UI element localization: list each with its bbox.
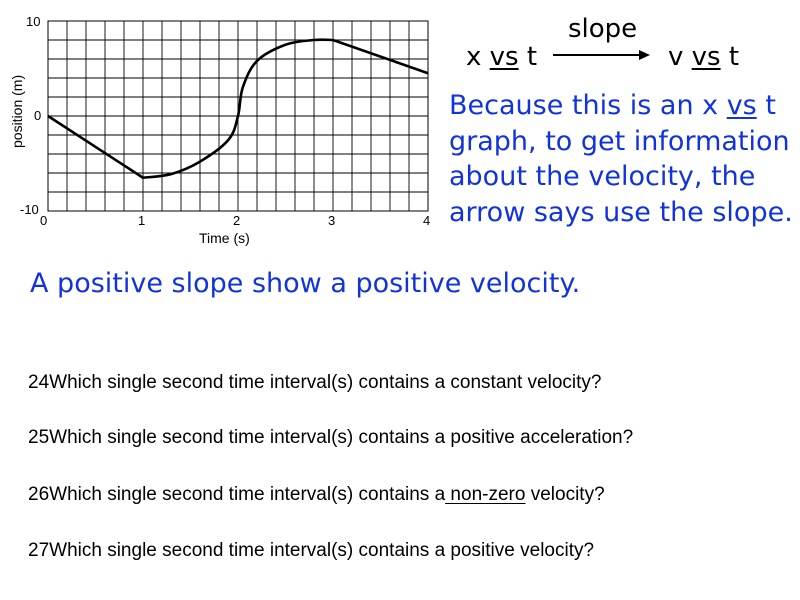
- x-tick-label: 1: [138, 213, 146, 228]
- x-tick-label: 3: [328, 213, 336, 228]
- question-underlined-term: non-zero: [445, 484, 526, 505]
- question-24: [28, 372, 601, 394]
- v-vs-t-vs: vs: [691, 42, 721, 72]
- x-vs-t-vs: vs: [489, 42, 519, 72]
- v-vs-t-end: t: [720, 42, 740, 72]
- slope-arrow-label: slope: [568, 14, 638, 44]
- question-text: Which single second time interval(s) contains a: [49, 484, 446, 505]
- question-number: 25: [28, 427, 50, 448]
- explanation-part-2: t graph, to get information about the velocity, the arrow says use the slope.: [449, 90, 793, 228]
- question-text: Which single second time interval(s) contains a positive acceleration?: [49, 427, 634, 448]
- explanation-part-1: Because this is an x: [449, 90, 727, 121]
- x-axis-title: Time (s): [199, 230, 250, 246]
- question-text-end: velocity?: [525, 484, 605, 505]
- x-tick-label: 2: [233, 213, 241, 228]
- position-time-chart: [0, 0, 440, 260]
- x-tick-label: 0: [40, 213, 48, 228]
- explanation-vs: vs: [726, 90, 757, 121]
- slope-explanation: [449, 88, 799, 230]
- y-axis-title: position (m): [9, 74, 25, 148]
- question-number: 24: [28, 372, 50, 393]
- question-number: 27: [28, 540, 50, 561]
- question-25: [28, 427, 633, 449]
- positive-slope-note: A positive slope show a positive velocity.: [30, 268, 581, 299]
- v-vs-t-label: [668, 42, 739, 72]
- question-26: [28, 484, 605, 506]
- y-tick-label: 10: [26, 14, 41, 29]
- x-vs-t-label: [466, 42, 537, 72]
- v-vs-t-start: v: [668, 42, 692, 72]
- x-vs-t-end: t: [518, 42, 538, 72]
- slope-arrow-icon: [553, 48, 653, 62]
- y-tick-label: -10: [20, 202, 39, 217]
- question-text: Which single second time interval(s) contains a constant velocity?: [49, 372, 602, 393]
- question-number: 26: [28, 484, 50, 505]
- x-vs-t-start: x: [466, 42, 490, 72]
- question-27: [28, 540, 594, 562]
- y-tick-label: 0: [34, 108, 42, 123]
- question-text: Which single second time interval(s) contains a positive velocity?: [49, 540, 595, 561]
- x-tick-label: 4: [423, 213, 431, 228]
